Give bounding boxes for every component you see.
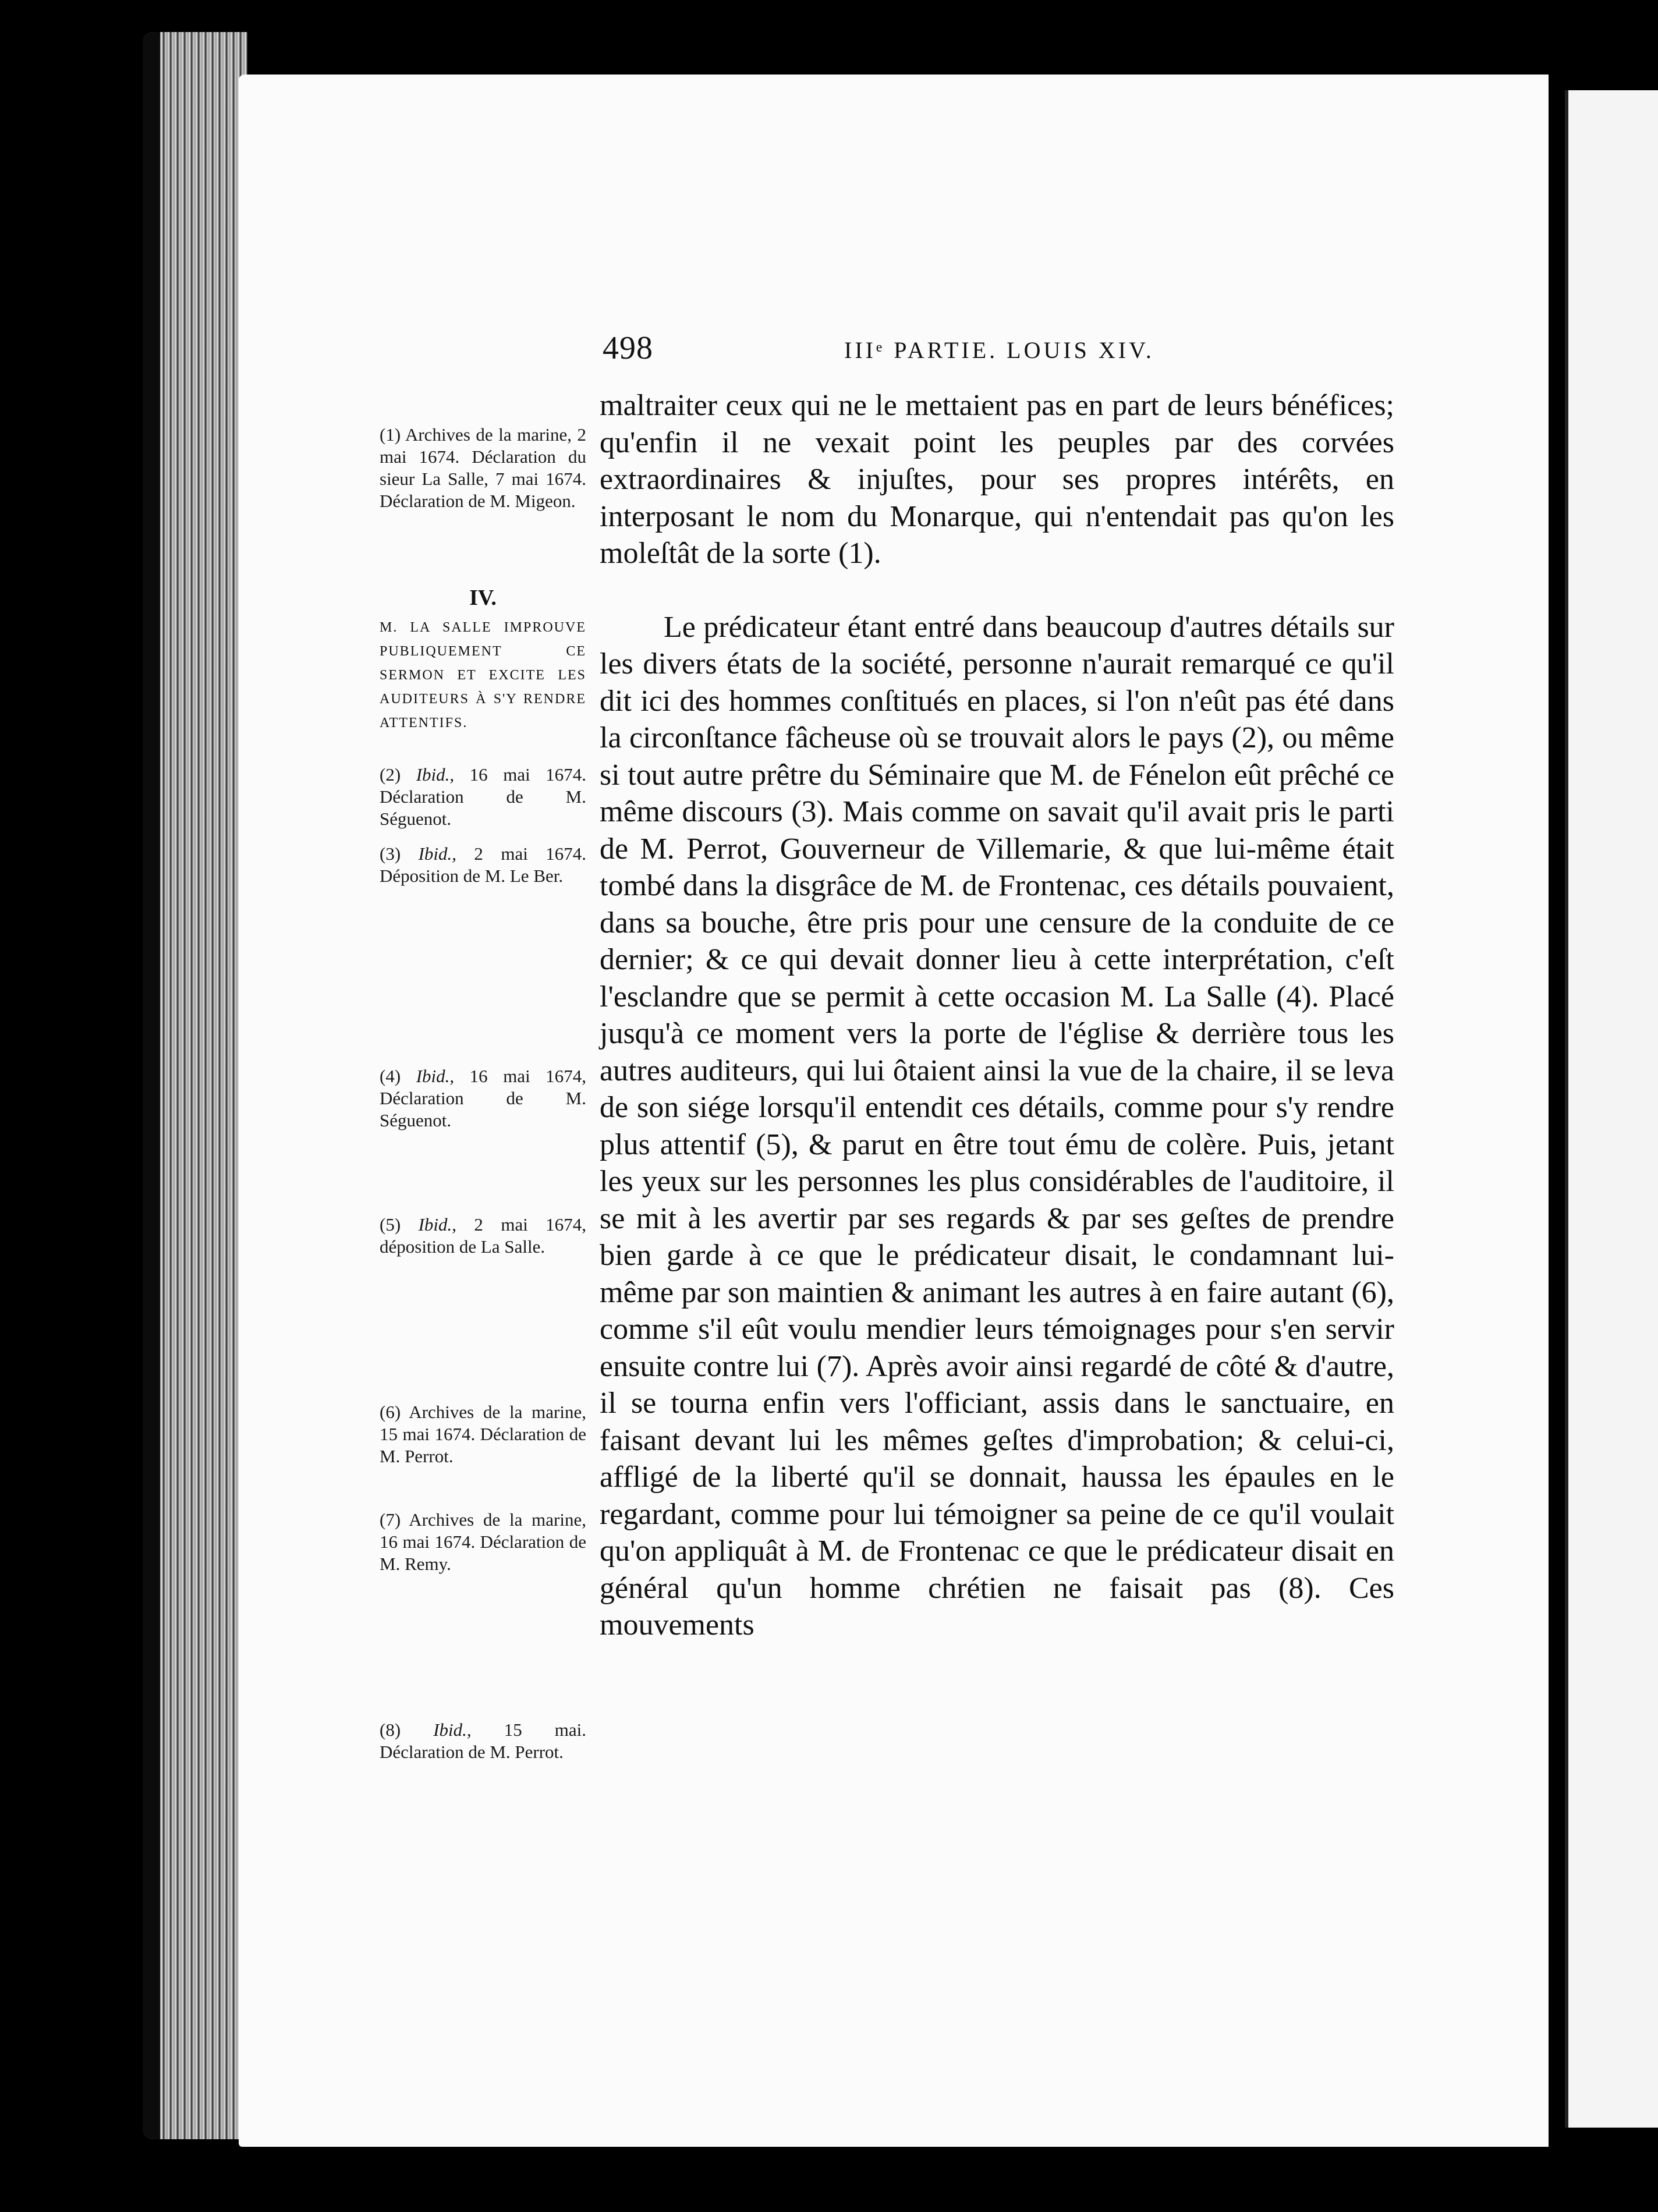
section-number: IV. — [469, 586, 497, 610]
margin-note: (8) Ibid., 15 mai. Déclaration de M. Perrot. — [380, 1720, 586, 1762]
ibid: Ibid., — [416, 1066, 455, 1086]
running-title: IIIᵉ PARTIE. LOUIS XIV. — [844, 337, 1154, 363]
page-number: 498 — [603, 330, 653, 366]
margin-note: (5) Ibid., 2 mai 1674, déposition de La Salle. — [380, 1214, 586, 1257]
paragraph: maltraiter ceux qui ne le mettaient pas en part de leurs bénéfices; qu'enfin il ne vexait point les peuples par des corvées extraordinaires & injuſtes, pour ses propres intérêts, en interposant le nom du Monarque, qui n'entendait pas qu'on les moleſtât de la sorte (1). — [600, 389, 1394, 570]
section-title: M. LA SALLE IMPROUVE PUBLIQUEMENT CE SERMON ET EXCITE LES AUDITEURS À S'Y RENDRE ATTENTIFS. — [380, 620, 586, 731]
footnote-1: (1) Archives de la marine, 2 mai 1674. Déclaration du sieur La Salle, 7 mai 1674. Déclaration de M. Migeon. — [380, 424, 586, 511]
margin-note: (4) Ibid., 16 mai 1674, Déclaration de M. Séguenot. — [380, 1066, 586, 1130]
ibid: Ibid., — [418, 843, 456, 864]
main-text — [600, 387, 1394, 1644]
margin-note — [380, 1509, 586, 1575]
page-header — [603, 330, 1393, 368]
facing-page — [1566, 90, 1658, 2128]
margin-note: (3) Ibid., 2 mai 1674. Déposition de M. Le Ber. — [380, 843, 586, 886]
footnote-7: (7) Archives de la marine, 16 mai 1674. Déclaration de M. Remy. — [380, 1509, 586, 1574]
margin-note — [380, 424, 586, 512]
margin-note — [380, 1401, 586, 1467]
ibid: Ibid., — [416, 764, 455, 785]
ibid: Ibid., — [433, 1720, 472, 1740]
gutter-line — [1565, 90, 1568, 2128]
footnote-6: (6) Archives de la marine, 15 mai 1674. Déclaration de M. Perrot. — [380, 1402, 586, 1466]
paragraph: Le prédicateur étant entré dans beaucoup d'autres détails sur les divers états de la société, personne n'aurait remarqué ce qu'il dit ici des hommes conſtitués en places, si l'on n'eût pas été dans la circonſtance fâcheuse où se trouvait alors le pays (2), ou même si tout autre prêtre du Séminaire que M. de Fénelon eût prêché ce même discours (3). Mais comme on savait qu'il avait pris le parti de M. Perrot, Gouverneur de Villemarie, & que lui-même était tombé dans la disgrâce de M. de Frontenac, ces détails pouvaient, dans sa bouche, être pris pour une censure de la conduite de ce dernier; & ce qui devait donner lieu à cette interprétation, c'eſt l'esclandre que se permit à cette occasion M. La Salle (4). Placé jusqu'à ce moment vers la porte de l'église & derrière tous les autres auditeurs, qui lui ôtaient ainsi la vue de la chaire, il se leva de son siége lorsqu'il entendit ces détails, comme pour s'y rendre plus attentif (5), & parut en être tout ému de colère. Puis, jetant les yeux sur les personnes les plus considérables de l'auditoire, il se mit à les avertir par ses regards & par ses geſtes de prendre bien garde à ce que le prédicateur disait, le condamnant lui-même par son maintien & animant les autres à en faire autant (6), comme s'il eût voulu mendier leurs témoignages pour s'en servir ensuite contre lui (7). Après avoir ainsi regardé de côté & d'autre, il se tourna enfin vers l'officiant, assis dans le sanctuaire, en faisant devant lui les mêmes geſtes d'improbation; & celui-ci, affligé de la liberté qu'il se donnait, haussa les épaules en le regardant, comme pour lui témoigner sa peine de ce qu'il voulait qu'on appliquât à M. de Frontenac ce que le prédicateur disait en général qu'un homme chrétien ne faisait pas (8). Ces mouvements — [600, 610, 1394, 1642]
book-spine-shadow — [143, 32, 160, 2139]
margin-note: (2) Ibid., 16 mai 1674. Déclaration de M. Séguenot. — [380, 764, 586, 829]
ibid: Ibid., — [418, 1214, 456, 1235]
